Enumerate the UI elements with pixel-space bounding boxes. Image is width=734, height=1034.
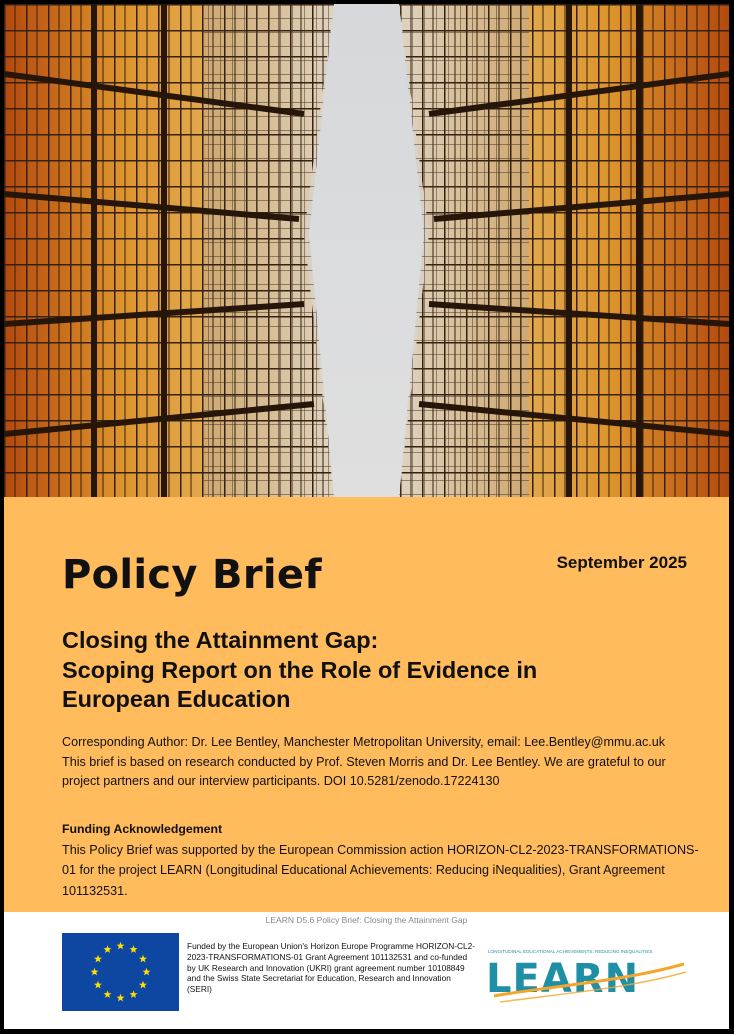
funding-heading: Funding Acknowledgement [62,822,223,836]
eu-flag-icon [62,933,179,1011]
report-title-line: Scoping Report on the Role of Evidence in [62,656,538,683]
hero-skyscraper-image [4,4,729,497]
footer-caption: LEARN D5.6 Policy Brief: Closing the Attainment Gap [265,915,468,925]
report-title [62,626,682,715]
report-title-line: Closing the Attainment Gap: [62,627,379,653]
policy-brief-cover [4,4,729,1029]
eu-funding-statement: Funded by the European Union's Horizon Europe Programme HORIZON-CL2-2023-TRANSFORMATIONS-01 Grant Agreement 101132531 and co-funded by UK Research and Innovation (UKRI) grant agreement number 10108849 and the Swiss State Secretariat for Education, Research and Innovation (SERI) [187,941,475,995]
report-title-line: European Education [62,686,291,712]
document-type-title: Policy Brief [62,552,322,598]
author-info [62,733,702,792]
learn-logo [480,942,690,1012]
funding-text: This Policy Brief was supported by the European Commission action HORIZON-CL2-2023-TRANSFORMATIONS-01 for the project LEARN (Longitudinal Educational Achievements: Reducing iNequalities), Grant Agreement 101132531. [62,843,699,898]
learn-logo-tagline: LONGITUDINAL EDUCATIONAL ACHIEVEMENTS: REDUCING INEQUALITIES [488,949,653,954]
research-credit: This brief is based on research conducted by Prof. Steven Morris and Dr. Lee Bentley. We are grateful to our project partners and our interview participants. DOI 10.5281/zenodo.17224130 [62,754,666,789]
corresponding-author: Corresponding Author: Dr. Lee Bentley, Manchester Metropolitan University, email: Lee.Bentley@mmu.ac.uk [62,735,666,749]
learn-logo-word: LEARN [486,956,640,1002]
publication-date: September 2025 [556,553,687,572]
